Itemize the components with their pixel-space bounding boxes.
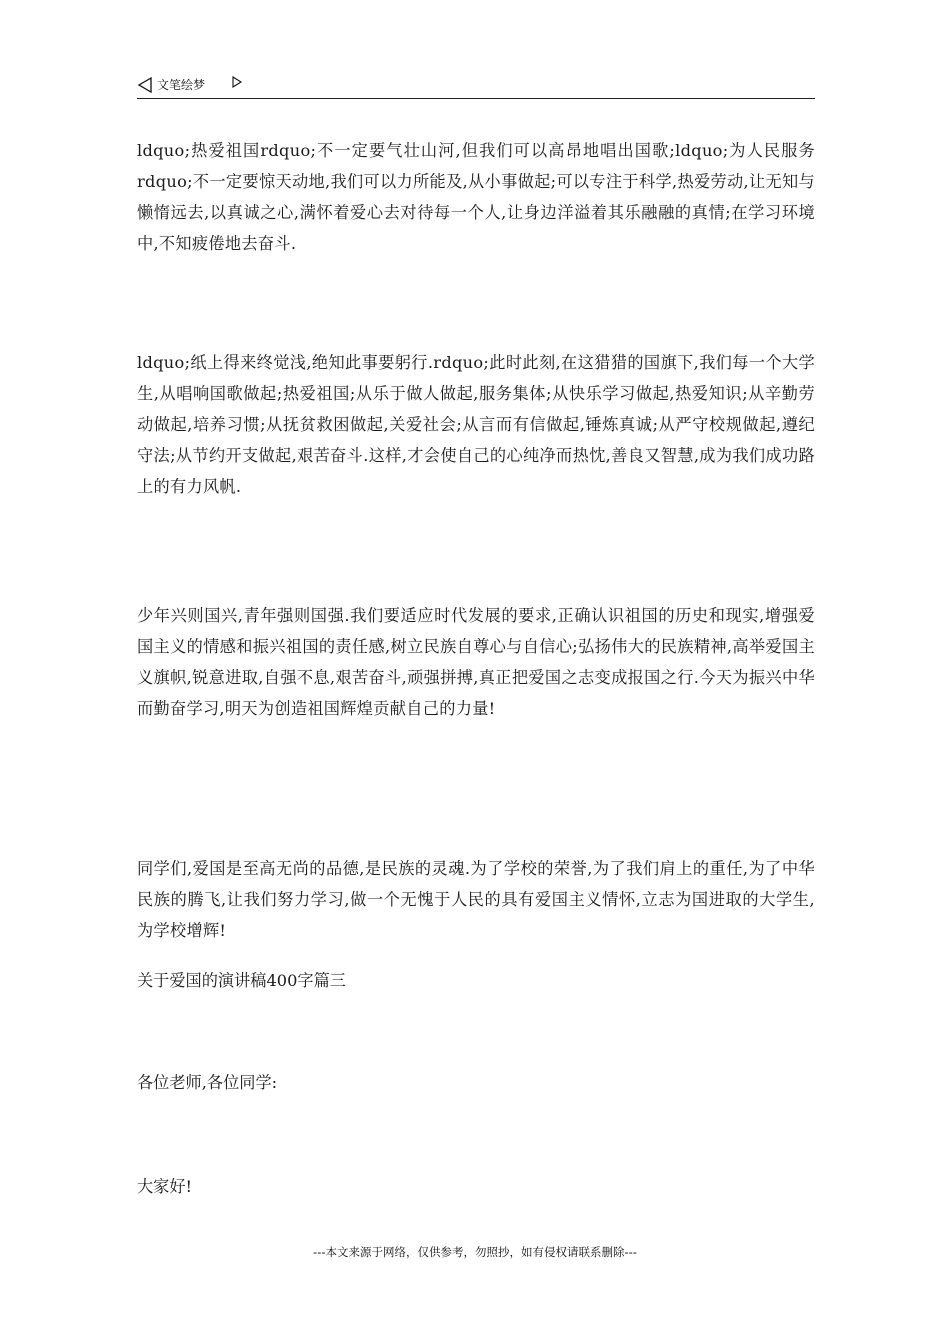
paragraph-3: 少年兴则国兴,青年强则国强.我们要适应时代发展的要求,正确认识祖国的历史和现实,增强爱国主义的情感和振兴祖国的责任感,树立民族自尊心与自信心;弘扬伟大的民族精神,高举爱国主义旗帜,锐意进取,自强不息,艰苦奋斗,顽强拼搏,真正把爱国之志变成报国之行.今天为振兴中华而勤奋学习,明天为创造祖国辉煌贡献自己的力量! xyxy=(137,606,815,718)
greeting: 大家好! xyxy=(137,1177,193,1196)
triangle-left-icon xyxy=(137,77,153,93)
page-header xyxy=(137,74,815,99)
paragraph-1: ldquo;热爱祖国rdquo;不一定要气壮山河,但我们可以高昂地唱出国歌;ldquo;为人民服务rdquo;不一定要惊天动地,我们可以力所能及,从小事做起;可以专注于科学,热爱劳动,让无知与懒惰远去,以真诚之心,满怀着爱心去对待每一个人,让身边洋溢着其乐融融的真情;在学习环境中,不知疲倦地去奋斗. xyxy=(137,141,815,253)
paragraph-4: 同学们,爱国是至高无尚的品德,是民族的灵魂.为了学校的荣誉,为了我们肩上的重任,为了中华民族的腾飞,让我们努力学习,做一个无愧于人民的具有爱国主义情怀,立志为国进取的大学生,为学校增辉! xyxy=(137,859,815,940)
salutation: 各位老师,各位同学: xyxy=(137,1073,278,1092)
paragraph-2: ldquo;纸上得来终觉浅,绝知此事要躬行.rdquo;此时此刻,在这猎猎的国旗下,我们每一个大学生,从唱响国歌做起;热爱祖国;从乐于做人做起,服务集体;从快乐学习做起,热爱知识;从辛勤劳动做起,培养习惯;从抚贫救困做起,关爱社会;从言而有信做起,锤炼真诚;从严守校规做起,遵纪守法;从节约开支做起,艰苦奋斗.这样,才会使自己的心纯净而热忱,善良又智慧,成为我们成功路上的有力风帆. xyxy=(137,353,815,496)
section-title: 关于爱国的演讲稿400字篇三 xyxy=(137,971,346,990)
footer-disclaimer: ---本文来源于网络，仅供参考，勿照抄，如有侵权请联系删除--- xyxy=(313,1245,637,1259)
brand-name: 文笔绘梦 xyxy=(157,78,206,92)
triangle-right-icon xyxy=(231,76,243,88)
